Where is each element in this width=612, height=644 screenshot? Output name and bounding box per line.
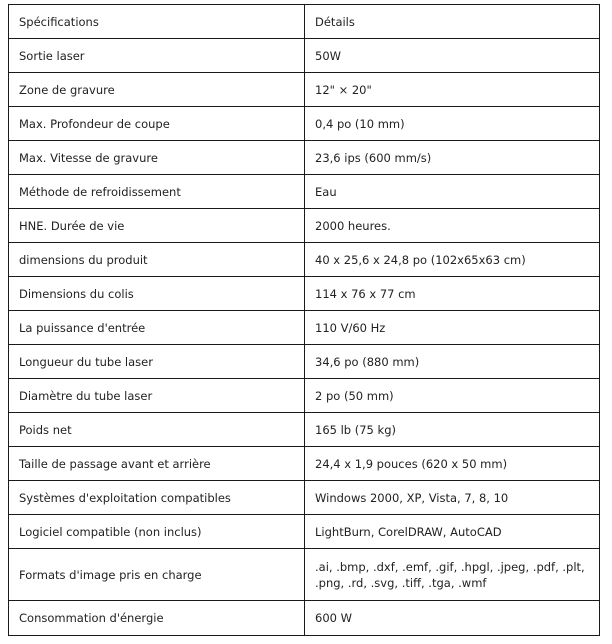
row-label: Max. Vitesse de gravure: [9, 141, 305, 175]
row-label: Formats d'image pris en charge: [9, 549, 305, 601]
row-label: Longueur du tube laser: [9, 345, 305, 379]
specifications-table: [8, 4, 600, 636]
row-value: 0,4 po (10 mm): [305, 107, 600, 141]
row-value: .ai, .bmp, .dxf, .emf, .gif, .hpgl, .jpeg, .pdf, .plt, .png, .rd, .svg, .tiff, .tga, .wmf: [305, 549, 600, 601]
row-label: Dimensions du colis: [9, 277, 305, 311]
table-row: [9, 379, 600, 413]
row-label: Systèmes d'exploitation compatibles: [9, 481, 305, 515]
table-row: [9, 39, 600, 73]
row-label: Zone de gravure: [9, 73, 305, 107]
table-row: [9, 73, 600, 107]
row-label: Taille de passage avant et arrière: [9, 447, 305, 481]
row-value: Windows 2000, XP, Vista, 7, 8, 10: [305, 481, 600, 515]
spec-table-container: [8, 4, 600, 636]
table-row: [9, 209, 600, 243]
header-cell-details: Détails: [305, 5, 600, 39]
row-label: Logiciel compatible (non inclus): [9, 515, 305, 549]
header-cell-specifications: Spécifications: [9, 5, 305, 39]
row-value: 40 x 25,6 x 24,8 po (102x65x63 cm): [305, 243, 600, 277]
row-value: 600 W: [305, 601, 600, 636]
row-label: Poids net: [9, 413, 305, 447]
row-label: Consommation d'énergie: [9, 601, 305, 636]
table-row: [9, 107, 600, 141]
row-value: LightBurn, CorelDRAW, AutoCAD: [305, 515, 600, 549]
table-row: [9, 413, 600, 447]
row-label: Sortie laser: [9, 39, 305, 73]
table-row: [9, 345, 600, 379]
row-value: 50W: [305, 39, 600, 73]
table-row: [9, 549, 600, 601]
row-value: Eau: [305, 175, 600, 209]
row-value: 2000 heures.: [305, 209, 600, 243]
table-header-row: [9, 5, 600, 39]
row-value: 12" × 20": [305, 73, 600, 107]
table-row: [9, 175, 600, 209]
row-label: Max. Profondeur de coupe: [9, 107, 305, 141]
row-label: Diamètre du tube laser: [9, 379, 305, 413]
table-row: [9, 311, 600, 345]
table-row: [9, 243, 600, 277]
table-row: [9, 481, 600, 515]
table-row: [9, 447, 600, 481]
row-value: 23,6 ips (600 mm/s): [305, 141, 600, 175]
table-row: [9, 601, 600, 636]
row-value: 110 V/60 Hz: [305, 311, 600, 345]
table-row: [9, 277, 600, 311]
row-value: 114 x 76 x 77 cm: [305, 277, 600, 311]
table-row: [9, 141, 600, 175]
row-value: 34,6 po (880 mm): [305, 345, 600, 379]
row-value: 24,4 x 1,9 pouces (620 x 50 mm): [305, 447, 600, 481]
row-label: La puissance d'entrée: [9, 311, 305, 345]
row-label: HNE. Durée de vie: [9, 209, 305, 243]
row-value: 2 po (50 mm): [305, 379, 600, 413]
row-value: 165 lb (75 kg): [305, 413, 600, 447]
table-row: [9, 515, 600, 549]
row-label: Méthode de refroidissement: [9, 175, 305, 209]
row-label: dimensions du produit: [9, 243, 305, 277]
